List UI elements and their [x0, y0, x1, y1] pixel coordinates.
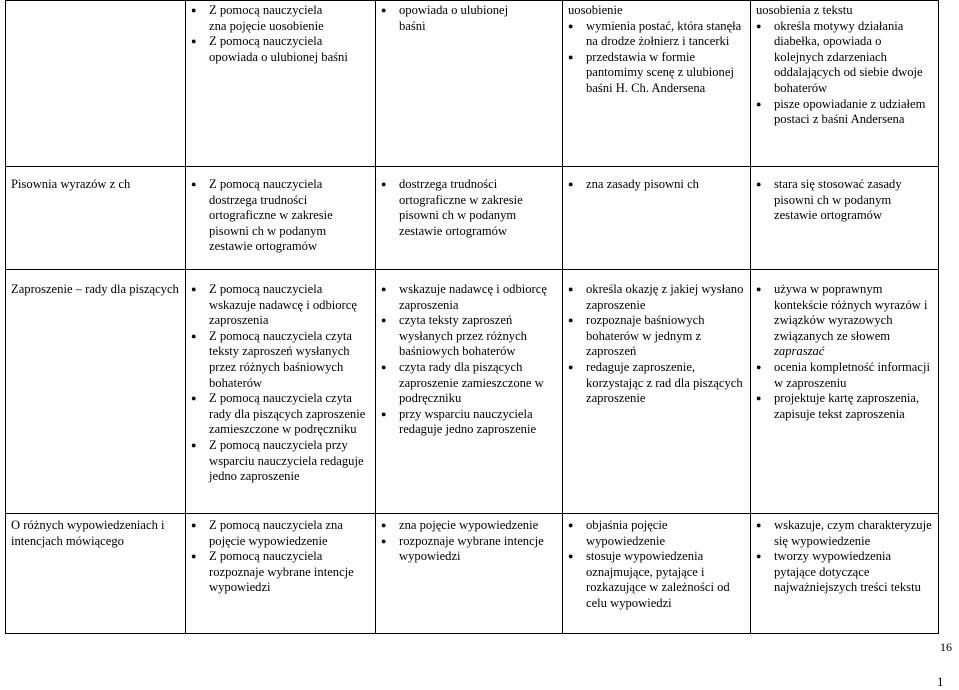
list-item: ● Z pomocą nauczyciela wskazuje nadawcę i odbiorcę zaproszenia	[191, 282, 371, 329]
page-number-side: 16	[940, 640, 952, 654]
list-item: ● przy wsparciu nauczyciela redaguje jedno zaproszenie	[381, 407, 558, 438]
topic-cell: O różnych wypowiedzeniach i intencjach mówiącego	[6, 514, 186, 634]
list-item: ● zna zasady pisowni ch	[568, 177, 746, 193]
list-item: ● Z pomocą nauczyciela dostrzega trudności ortograficzne w zakresie pisowni ch w podanym zestawie ortogramów	[191, 177, 371, 255]
list-item: ● pisze opowiadanie z udziałem postaci z baśni Andersena	[756, 97, 934, 128]
list-item: ● określa okazję z jakiej wysłano zaproszenie	[568, 282, 746, 313]
list-item: ● ocenia kompletność informacji w zaproszeniu	[756, 360, 934, 391]
list-item: ● projektuje kartę zaproszenia, zapisuje tekst zaproszenia	[756, 391, 934, 422]
list-item: ● tworzy wypowiedzenia pytające dotyczące najważniejszych treści tekstu	[756, 549, 934, 596]
list-item: ● stosuje wypowiedzenia oznajmujące, pytające i rozkazujące w zależności od celu wypowiedzi	[568, 549, 746, 611]
list-item: ● dostrzega trudności ortograficzne w zakresie pisowni ch w podanym zestawie ortogramów	[381, 177, 558, 239]
grade-cell	[186, 514, 376, 634]
list-item: uosobienia z tekstu	[756, 3, 853, 17]
grade-cell	[376, 514, 563, 634]
grade-cell	[376, 1, 563, 167]
grade-cell	[751, 1, 939, 167]
list-item: ● objaśnia pojęcie wypowiedzenie	[568, 518, 746, 549]
list-item: ● Z pomocą nauczyciela czyta teksty zaproszeń wysłanych przez różnych baśniowych bohaterów	[191, 329, 371, 391]
list-item: ● zna pojęcie wypowiedzenie	[381, 518, 558, 534]
grade-cell	[376, 167, 563, 270]
topic-cell	[6, 1, 186, 167]
list-item: ● Z pomocą nauczyciela rozpoznaje wybrane intencje wypowiedzi	[191, 549, 371, 596]
topic-cell: Zaproszenie – rady dla piszących	[6, 270, 186, 514]
keyword: zapraszać	[774, 344, 825, 359]
list-item: ● przedstawia w formie pantomimy scenę z ulubionej baśni H. Ch. Andersena	[568, 50, 746, 97]
list-item: ● Z pomocą nauczyciela czyta rady dla piszących zaproszenie zamieszczone w podręczniku	[191, 391, 371, 438]
grade-cell	[376, 270, 563, 514]
table-row	[6, 270, 939, 514]
list-item: ● Z pomocą nauczyciela zna pojęcie uosobienie	[191, 3, 371, 34]
table-row	[6, 167, 939, 270]
list-item: ● Z pomocą nauczyciela zna pojęcie wypowiedzenie	[191, 518, 371, 549]
grade-cell	[563, 270, 751, 514]
list-item: uosobienie	[568, 3, 623, 17]
page-number: 1	[937, 674, 944, 689]
list-item: ● redaguje zaproszenie, korzystając z rad dla piszących zaproszenie	[568, 360, 746, 407]
list-item: ● Z pomocą nauczyciela przy wsparciu nauczyciela redaguje jedno zaproszenie	[191, 438, 371, 485]
list-item: ● rozpoznaje baśniowych bohaterów w jednym z zaproszeń	[568, 313, 746, 360]
list-item: ● używa w poprawnym kontekście różnych wyrazów i związków wyrazowych związanych ze słowem zapraszać	[756, 282, 934, 360]
grade-cell	[563, 514, 751, 634]
grade-cell	[186, 167, 376, 270]
list-item: ● czyta teksty zaproszeń wysłanych przez różnych baśniowych bohaterów	[381, 313, 558, 360]
topic-cell: Pisownia wyrazów z ch	[6, 167, 186, 270]
list-item: ● wskazuje nadawcę i odbiorcę zaproszenia	[381, 282, 558, 313]
grade-cell	[563, 1, 751, 167]
list-item: ● Z pomocą nauczyciela opowiada o ulubionej baśni	[191, 34, 371, 65]
grade-cell	[751, 167, 939, 270]
table-row	[6, 1, 939, 167]
curriculum-table	[5, 0, 939, 634]
list-item: ● wymienia postać, która stanęła na drodze żołnierz i tancerki	[568, 19, 746, 50]
grade-cell	[186, 270, 376, 514]
list-item: ● stara się stosować zasady pisowni ch w podanym zestawie ortogramów	[756, 177, 934, 224]
grade-cell	[563, 167, 751, 270]
grade-cell	[186, 1, 376, 167]
grade-cell	[751, 514, 939, 634]
list-item: ● rozpoznaje wybrane intencje wypowiedzi	[381, 534, 558, 565]
table-row	[6, 514, 939, 634]
list-item: ● określa motywy działania diabełka, opowiada o kolejnych zdarzeniach oddalających od siebie dwoje bohaterów	[756, 19, 934, 97]
list-item: ● czyta rady dla piszących zaproszenie zamieszczone w podręczniku	[381, 360, 558, 407]
list-item: ● wskazuje, czym charakteryzuje się wypowiedzenie	[756, 518, 934, 549]
list-item: ● opowiada o ulubionej baśni	[381, 3, 558, 34]
grade-cell	[751, 270, 939, 514]
